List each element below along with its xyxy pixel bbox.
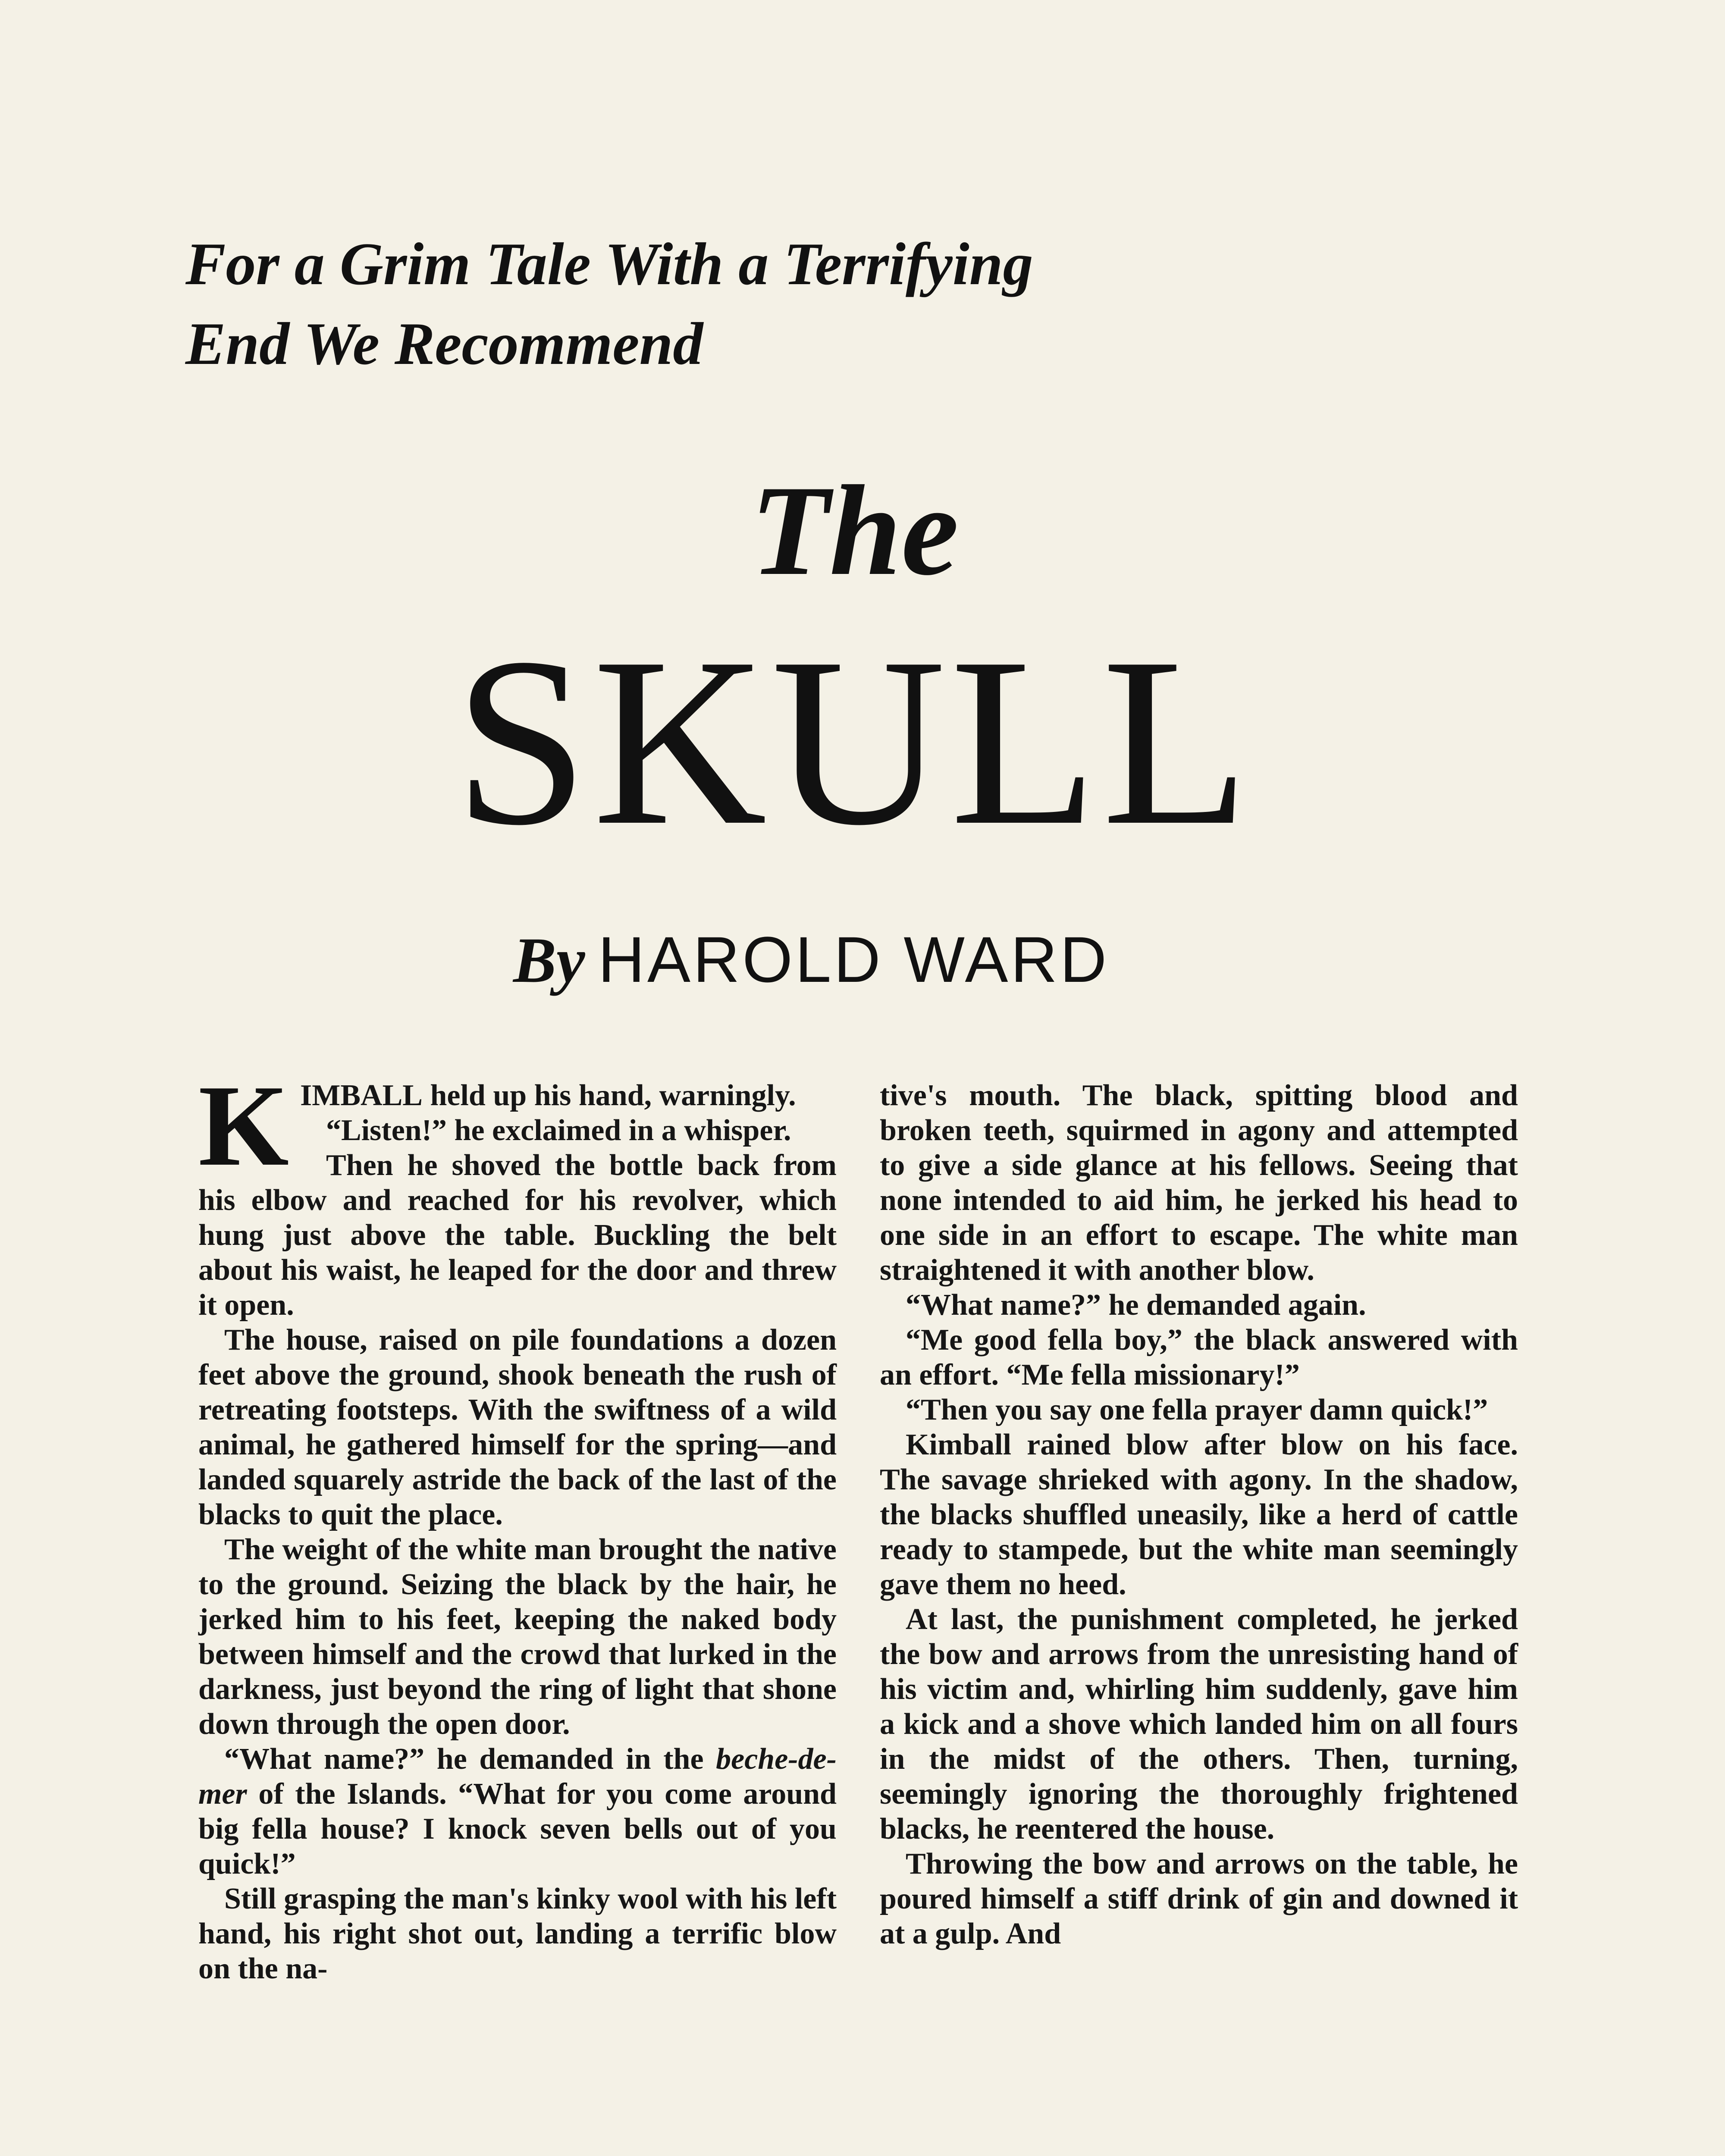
paragraph: tive's mouth. The black, spitting blood and broken teeth, squirmed in agony and attempted to give a side glance at his fellows. Seeing that none intended to aid him, he jerked his head to one side in an effort to escape. The white man straightened it with another blow.	[880, 1079, 1518, 1287]
text-column-left	[198, 1061, 837, 1986]
paragraph: The weight of the white man brought the native to the ground. Seizing the black by the hair, he jerked him to his feet, keeping the naked body between himself and the crowd that lurked in the darkness, just beyond the ring of light that shone down through the open door.	[198, 1533, 837, 1741]
paragraph: Then he shoved the bottle back from his elbow and reached for his revolver, which hung just above the table. Buckling the belt about his waist, he leaped for the door and threw it open.	[198, 1149, 837, 1322]
italic-term: beche-de-mer	[198, 1742, 837, 1811]
paragraph-text: “What name?” he demanded in the	[224, 1742, 716, 1776]
paragraph: Still grasping the man's kinky wool with his left hand, his right shot out, landing a terrific blow on the na-	[198, 1882, 837, 1985]
paragraph: The house, raised on pile foundations a dozen feet above the ground, shook beneath the rush of retreating footsteps. With the swiftness of a wild animal, he gathered himself for the spring—and landed squarely astride the back of the last of the blacks to quit the place.	[198, 1323, 837, 1531]
paragraph: At last, the punishment completed, he jerked the bow and arrows from the unresisting hand of his victim and, whirling him suddenly, gave him a kick and a shove which landed him on all fours in the midst of the others. Then, turning, seemingly ignoring the thoroughly frightened blacks, he reentered the house.	[880, 1603, 1518, 1846]
kicker-headline	[185, 224, 1220, 384]
kicker-line-1: For a Grim Tale With a Terrifying	[185, 231, 1033, 298]
story-title: SKULL	[454, 608, 1254, 875]
paragraph: “Me good fella boy,” the black answered with an effort. “Me fella missionary!”	[880, 1323, 1518, 1391]
drop-cap: K	[198, 1061, 289, 1190]
kicker-line-2: End We Recommend	[185, 310, 703, 377]
opening-word: IMBALL	[300, 1079, 423, 1112]
paragraph-text: of the Islands. “What for you come around big fella house? I knock seven bells out of you quick!”	[198, 1777, 837, 1880]
paragraph: Throwing the bow and arrows on the table, he poured himself a stiff drink of gin and downed it at a gulp. And	[880, 1847, 1518, 1950]
paragraph: “What name?” he demanded again.	[906, 1288, 1366, 1322]
paragraph: Kimball rained blow after blow on his face. The savage shrieked with agony. In the shadow, the blacks shuffled uneasily, like a herd of cattle ready to stampede, but the white man seemingly gave them no heed.	[880, 1428, 1518, 1601]
paragraph: “Then you say one fella prayer damn quick!”	[906, 1393, 1488, 1426]
text-column-right	[880, 1078, 1518, 1951]
paragraph	[198, 1742, 837, 1881]
paragraph: “Listen!” he exclaimed in a whisper.	[326, 1114, 791, 1147]
byline	[513, 923, 1109, 997]
title-article-word: The	[750, 459, 959, 602]
author-name: HAROLD WARD	[598, 923, 1110, 996]
paragraph-text: held up his hand, warningly.	[422, 1079, 796, 1112]
byline-prefix: By	[513, 924, 585, 996]
